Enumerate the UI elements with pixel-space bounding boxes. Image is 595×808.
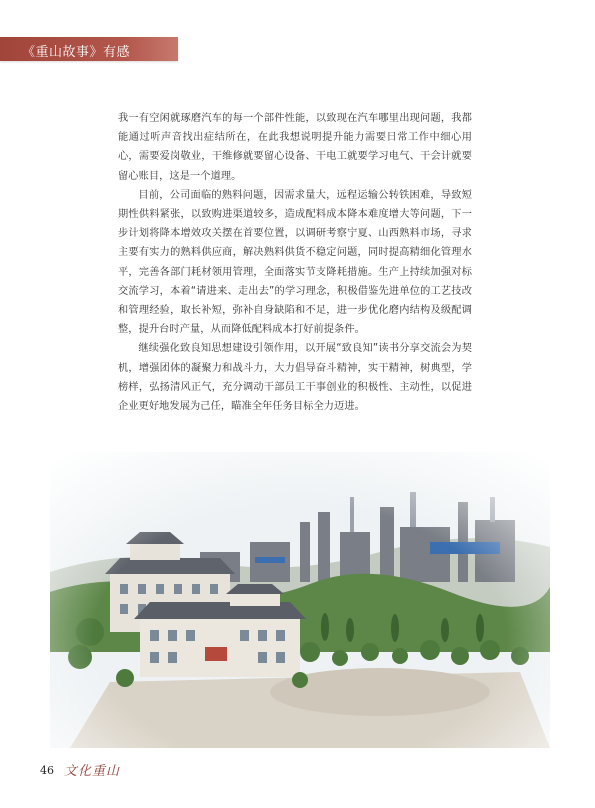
paragraph-3: 继续强化致良知思想建设引领作用，以开展“致良知”读书分享交流会为契机，增强团体的凝聚力和战斗力，大力倡导奋斗精神，实干精神，树典型，学榜样，弘扬清风正气，充分调动干部员工干事创业的积极性、主动性，以促进企业更好地发展为己任，瞄准全年任务目标全力迈进。 <box>118 343 472 413</box>
article-body <box>118 109 472 416</box>
factory-campus-photo <box>50 452 550 748</box>
magazine-brand: 文化重山 <box>64 764 121 779</box>
section-title: 《重山故事》有感 <box>22 45 131 60</box>
page-number: 46 <box>40 764 54 777</box>
paragraph-2: 目前，公司面临的熟料问题，因需求量大，远程运输公转铁困难，导致短期性供料紧张，以致购进渠道较多，造成配料成本降本难度增大等问题，下一步计划将降本增效攻关摆在首要位置，以调研考察宁夏、山西熟料市场，寻求主要有实力的熟料供应商，解决熟料供货不稳定问题，同时提高精细化管理水平，完善各部门耗材领用管理，全面落实节支降耗措施。生产上持续加强对标交流学习，本着“请进来、走出去”的学习理念，积极借鉴先进单位的工艺技改和管理经验，取长补短，弥补自身缺陷和不足，进一步优化磨内结构及级配调整，提升台时产量，从而降低配料成本打好前提条件。 <box>118 189 472 336</box>
paragraph-1: 我一有空闲就琢磨汽车的每一个部件性能，以致现在汽车哪里出现问题，我都能通过听声音找出症结所在，在此我想说明提升能力需要日常工作中细心用心，需要爱岗敬业，干维修就要留心设备、干电工就要学习电气、干会计就要留心账目，这是一个道理。 <box>118 113 472 182</box>
factory-campus-illustration <box>50 452 550 748</box>
